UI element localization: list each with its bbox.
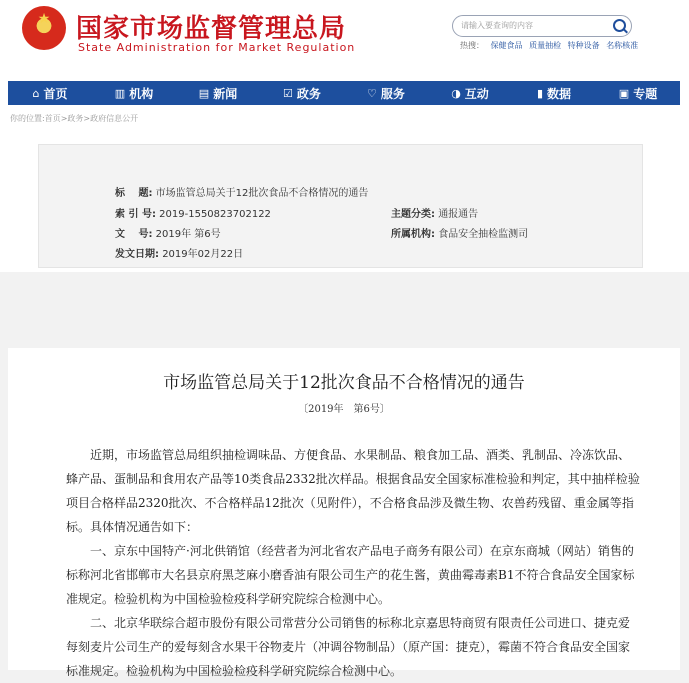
nav-item-service[interactable] (344, 81, 428, 105)
nav-label: 政务 (296, 86, 321, 101)
chat-icon: ◑ (451, 86, 461, 100)
chart-icon: ▮ (536, 86, 544, 100)
meta-topic-row (391, 205, 478, 220)
meta-title-label: 标 题: (115, 188, 153, 199)
nav-item-home[interactable] (8, 81, 92, 105)
search-input[interactable]: 请输入要查询的内容 (461, 21, 533, 30)
breadcrumb[interactable]: 你的位置:首页>政务>政府信息公开 (10, 114, 139, 123)
affairs-icon: ☑ (283, 86, 293, 100)
meta-org-value: 食品安全抽检监测司 (438, 229, 529, 240)
nav-item-news[interactable] (176, 81, 260, 105)
meta-org-label: 所属机构: (391, 229, 435, 240)
home-icon: ⌂ (32, 86, 40, 100)
meta-title-row (115, 184, 368, 199)
search-box[interactable] (452, 15, 632, 37)
national-emblem-icon: ★ (22, 6, 66, 50)
nav-label: 数据 (547, 86, 572, 101)
meta-doc-value: 2019年 第6号 (155, 229, 221, 240)
meta-index-label: 索 引 号: (115, 209, 156, 220)
document-body (8, 348, 680, 678)
search-icon[interactable] (613, 19, 626, 32)
meta-date-value: 2019年02月22日 (162, 249, 244, 260)
top-panel (0, 0, 689, 272)
nav-label: 首页 (43, 86, 68, 101)
nav-item-affairs[interactable] (260, 81, 344, 105)
document-title: 市场监管总局关于12批次食品不合格情况的通告 (163, 373, 525, 393)
meta-index-row (115, 205, 271, 220)
paragraph: 一、京东中国特产·河北供销馆（经营者为河北省农产品电子商务有限公司）在京东商城（网站）销售的标称河北省邯郸市大名县京府黑芝麻小磨香油有限公司生产的花生酱，黄曲霉毒素B1不符合食品安全国家标准规定。检验机构为中国检验检疫科学研究院综合检测中心。 (66, 544, 635, 606)
news-icon: ▤ (198, 86, 210, 100)
main-nav (8, 81, 680, 105)
nav-item-org[interactable] (92, 81, 176, 105)
hot-link[interactable]: 质量抽检 (529, 41, 562, 50)
heart-icon: ♡ (367, 86, 377, 100)
document-number: 〔2019年 第6号〕 (298, 404, 390, 415)
hot-link[interactable]: 特种设备 (567, 41, 600, 50)
site-title-en: State Administration for Market Regulation (78, 41, 356, 54)
meta-doc-label: 文 号: (115, 229, 153, 240)
nav-label: 新闻 (213, 86, 238, 101)
meta-index-value: 2019-1550823702122 (159, 209, 271, 220)
hot-link[interactable]: 名称核准 (606, 41, 639, 50)
nav-item-topic[interactable] (596, 81, 680, 105)
paragraph: 二、北京华联综合超市股份有限公司常营分公司销售的标称北京嘉思特商贸有限责任公司进口、捷克爱每刻麦片公司生产的爱每刻含水果干谷物麦片（冲调谷物制品）（原产国：捷克），霉菌不符合食品安全国家标准规定。检验机构为中国检验检疫科学研究院综合检测中心。 (66, 616, 631, 678)
site-title[interactable]: 国家市场监督管理总局 (76, 14, 347, 44)
meta-title-value: 市场监管总局关于12批次食品不合格情况的通告 (155, 188, 369, 199)
site-header (0, 0, 689, 78)
meta-date-label: 发文日期: (115, 249, 159, 260)
topic-icon: ▣ (618, 86, 630, 100)
org-icon: ▥ (114, 86, 126, 100)
nav-item-data[interactable] (512, 81, 596, 105)
meta-org-row (391, 225, 528, 240)
hot-search-label: 热搜： (460, 41, 484, 50)
nav-item-interact[interactable] (428, 81, 512, 105)
meta-date-row (115, 245, 243, 260)
hot-search (460, 40, 642, 51)
nav-label: 互动 (464, 86, 489, 101)
nav-label: 专题 (633, 86, 658, 101)
meta-doc-row (115, 225, 221, 240)
paragraph: 近期，市场监管总局组织抽检调味品、方便食品、水果制品、粮食加工品、酒类、乳制品、冷冻饮品、蜂产品、蛋制品和食用农产品等10类食品2332批次样品。根据食品安全国家标准检验和判定，其中抽样检验项目合格样品2320批次、不合格样品12批次（见附件），不合格食品涉及微生物、农兽药残留、重金属等指标。具体情况通告如下： (66, 448, 640, 534)
document-meta-panel (38, 144, 643, 268)
meta-topic-label: 主题分类: (391, 209, 435, 220)
meta-topic-value: 通报通告 (438, 209, 479, 220)
hot-link[interactable]: 保健食品 (490, 41, 523, 50)
nav-label: 机构 (129, 86, 154, 101)
nav-label: 服务 (380, 86, 405, 101)
